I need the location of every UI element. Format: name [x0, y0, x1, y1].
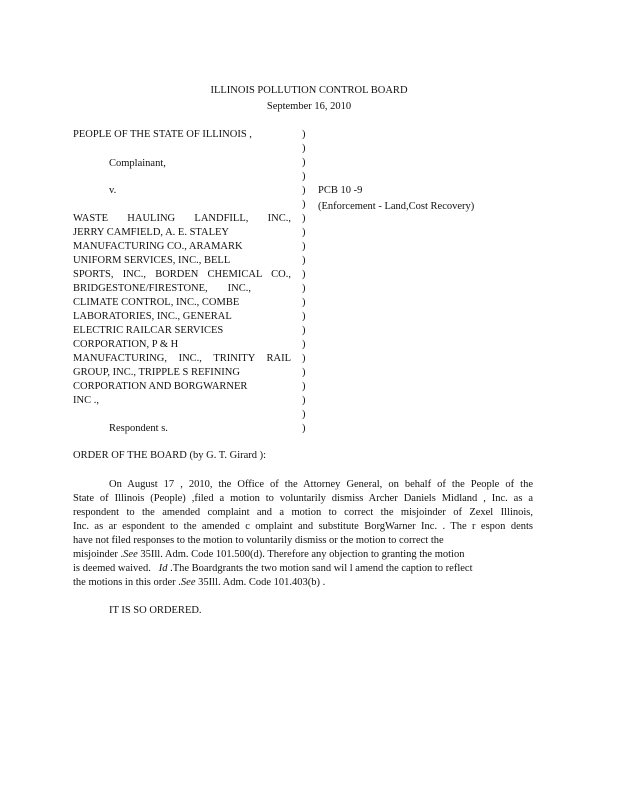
order-paragraph	[73, 0, 533, 620]
paragraph-line-start: the motions in this order .	[73, 577, 181, 588]
versus-label: v.	[109, 185, 117, 196]
caption-paren: )	[302, 409, 306, 420]
see-citation-signal: See	[123, 549, 138, 560]
caption-paren: )	[302, 143, 306, 154]
caption-paren: )	[302, 241, 306, 252]
case-type: (Enforcement - Land,Cost Recovery)	[318, 201, 475, 212]
caption-paren: )	[302, 199, 306, 210]
caption-paren: )	[302, 185, 306, 196]
respondent-line: MANUFACTURING, INC., TRINITY RAIL	[73, 353, 291, 364]
respondent-line: SPORTS, INC., BORDEN CHEMICAL CO.,	[73, 269, 291, 280]
caption-paren: )	[302, 423, 306, 434]
caption-paren: )	[302, 325, 306, 336]
respondent-line: GROUP, INC., TRIPPLE S REFINING	[73, 367, 240, 378]
respondents-label: Respondent s.	[109, 423, 168, 434]
case-number: PCB 10 -9	[318, 185, 363, 196]
caption-paren: )	[302, 283, 306, 294]
caption-paren: )	[302, 395, 306, 406]
caption-paren: )	[302, 129, 306, 140]
caption-paren: )	[302, 255, 306, 266]
order-date: September 16, 2010	[266, 101, 352, 112]
paragraph-line	[73, 576, 393, 590]
caption-paren: )	[302, 367, 306, 378]
caption-paren: )	[302, 297, 306, 308]
caption-paren: )	[302, 227, 306, 238]
paragraph-line: respondent to the amended complaint and a motion to correct the misjoinder of Zexel Illinois,	[73, 507, 533, 518]
paragraph-line-start: misjoinder .	[73, 549, 124, 560]
caption-paren: )	[302, 311, 306, 322]
respondent-line: BRIDGESTONE/FIRESTONE, INC.,	[73, 283, 251, 294]
complainant-label: Complainant,	[109, 158, 166, 169]
see-citation-signal: See	[180, 577, 196, 588]
people-line: PEOPLE OF THE STATE OF ILLINOIS ,	[73, 129, 252, 140]
caption-paren: )	[302, 339, 306, 350]
respondent-line: ELECTRIC RAILCAR SERVICES	[73, 325, 224, 336]
paragraph-line	[73, 548, 513, 562]
paragraph-line: Inc. as ar espondent to the amended c omplaint and substitute BorgWarner Inc. . The r espon dents	[73, 521, 533, 532]
paragraph-line-start: is deemed waived.	[73, 563, 151, 574]
caption-paren: )	[302, 213, 306, 224]
respondent-line: CORPORATION, P & H	[73, 339, 179, 350]
paragraph-line-rest: 35Ill. Adm. Code 101.500(d). Therefore any objection to granting the motion	[137, 549, 465, 560]
respondent-line: UNIFORM SERVICES, INC., BELL	[73, 255, 231, 266]
caption-paren: )	[302, 157, 306, 168]
caption-paren: )	[302, 171, 306, 182]
paragraph-line	[73, 562, 533, 576]
closing-statement: IT IS SO ORDERED.	[109, 605, 202, 616]
paragraph-line: On August 17 , 2010, the Office of the Attorney General, on behalf of the People of the	[109, 479, 533, 490]
paragraph-line: have not filed responses to the motion to voluntarily dismiss or the motion to correct the	[73, 535, 444, 546]
respondent-line: LABORATORIES, INC., GENERAL	[73, 311, 232, 322]
respondent-line: INC .,	[73, 395, 99, 406]
respondent-line: CLIMATE CONTROL, INC., COMBE	[73, 297, 240, 308]
paragraph-line: State of Illinois (People) ,filed a motion to voluntarily dismiss Archer Daniels Midland , Inc. as a	[73, 493, 533, 504]
respondent-line: CORPORATION AND BORGWARNER	[73, 381, 248, 392]
paragraph-line-rest: 35Ill. Adm. Code 101.403(b) .	[195, 577, 326, 588]
respondent-line: JERRY CAMFIELD, A. E. STALEY	[73, 227, 229, 238]
board-name: ILLINOIS POLLUTION CONTROL BOARD	[210, 85, 408, 96]
caption-paren: )	[302, 269, 306, 280]
respondent-line: WASTE HAULING LANDFILL, INC.,	[73, 213, 291, 224]
paragraph-line-rest: .The Boardgrants the two motion sand wil l amend the caption to reflect	[167, 563, 473, 574]
order-heading: ORDER OF THE BOARD (by G. T. Girard ):	[73, 450, 267, 461]
caption-paren: )	[302, 353, 306, 364]
caption-paren: )	[302, 381, 306, 392]
id-citation-signal: Id	[158, 563, 168, 574]
respondent-line: MANUFACTURING CO., ARAMARK	[73, 241, 243, 252]
